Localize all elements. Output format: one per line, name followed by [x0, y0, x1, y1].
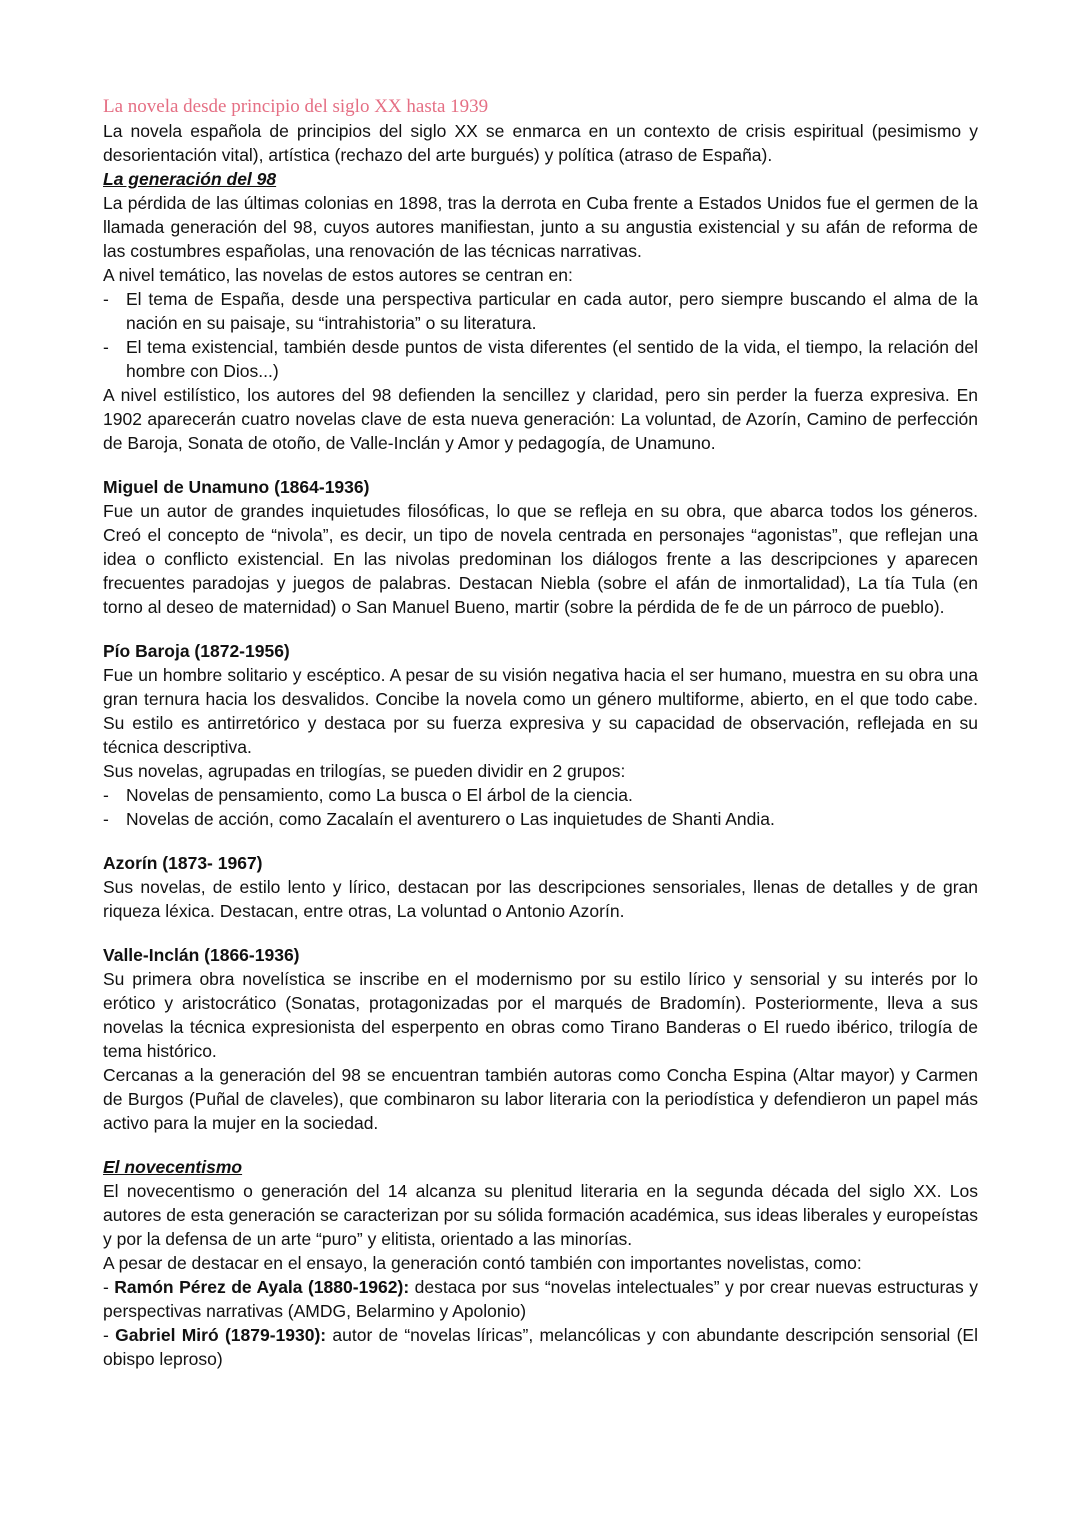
bullet-text: Novelas de pensamiento, como La busca o El árbol de la ciencia. — [126, 785, 633, 805]
bullet-marker: - — [103, 785, 109, 805]
author-description: destaca por sus “novelas intelectuales” y por crear nuevas estructuras y perspectivas narrativas (AMDG, Belarmino y Apolonio) — [103, 1277, 978, 1321]
paragraph-autoras-gen98: Cercanas a la generación del 98 se encuentran también autoras como Concha Espina (Altar mayor) y Carmen de Burgos (Puñal de claveles), que combinaron su labor literaria con la periodística y defendieron un papel más activo para la mujer en la sociedad. — [103, 1065, 978, 1133]
heading-azorin: Azorín (1873- 1967) — [103, 853, 263, 873]
heading-generacion-98: La generación del 98 — [103, 169, 277, 189]
intro-paragraph: La novela española de principios del siglo XX se enmarca en un contexto de crisis espiritual (pesimismo y desorientación vital), artística (rechazo del arte burgués) y política (atraso de España). — [103, 121, 978, 165]
bullet-item-novelas-accion — [103, 807, 978, 831]
paragraph-valle-inclan: Su primera obra novelística se inscribe en el modernismo por su estilo lírico y sensorial y su interés por lo erótico y aristocrático (Sonatas, protagonizadas por el marqués de Bradomín). Posteriormente, lleva a sus novelas la técnica expresionista del esperpento en obras como Tirano Banderas o El ruedo ibérico, trilogía de tema histórico. — [103, 969, 978, 1061]
bullet-marker: - — [103, 337, 109, 357]
bullet-text: El tema existencial, también desde puntos de vista diferentes (el sentido de la vida, el tiempo, la relación del hombre con Dios...) — [126, 337, 978, 381]
bullet-text: El tema de España, desde una perspectiva particular en cada autor, pero siempre buscando el alma de la nación en su paisaje, su “intrahistoria” o su literatura. — [126, 289, 978, 333]
heading-valle-inclan: Valle-Inclán (1866-1936) — [103, 945, 300, 965]
paragraph-azorin: Sus novelas, de estilo lento y lírico, destacan por las descripciones sensoriales, llenas de detalles y de gran riqueza léxica. Destacan, entre otras, La voluntad o Antonio Azorín. — [103, 877, 978, 921]
author-name: Ramón Pérez de Ayala (1880-1962): — [114, 1277, 410, 1297]
author-dash: - — [103, 1325, 116, 1345]
heading-novecentismo: El novecentismo — [103, 1157, 243, 1177]
paragraph-novecentismo: El novecentismo o generación del 14 alcanza su plenitud literaria en la segunda década del siglo XX. Los autores de esta generación se caracterizan por su sólida formación académica, sus ideas liberales y europeístas y por la defensa de un arte “puro” y elitista, orientado a las minorías. — [103, 1181, 978, 1249]
paragraph-unamuno: Fue un autor de grandes inquietudes filosóficas, lo que se refleja en su obra, que abarca todos los géneros. Creó el concepto de “nivola”, es decir, un tipo de novela centrada en personajes “agonistas”, que reflejan una idea o conflicto existencial. En las nivolas predominan los diálogos frente a las descripciones y aparecen frecuentes paradojas y juegos de palabras. Destacan Niebla (sobre el afán de inmortalidad), La tía Tula (en torno al deseo de maternidad) o San Manuel Bueno, martir (sobre la pérdida de fe de un párroco de pueblo). — [103, 501, 978, 617]
paragraph-perez-de-ayala — [103, 1275, 978, 1323]
paragraph-gabriel-miro — [103, 1323, 978, 1371]
paragraph-gen98-origin: La pérdida de las últimas colonias en 1898, tras la derrota en Cuba frente a Estados Unidos fue el germen de la llamada generación del 98, cuyos autores manifiestan, junto a su angustia existencial y su afán de reforma de las costumbres españolas, una renovación de las técnicas narrativas. — [103, 193, 978, 261]
author-name: Gabriel Miró (1879-1930): — [115, 1325, 327, 1345]
document-title: La novela desde principio del siglo XX hasta 1939 — [103, 96, 489, 117]
bullet-marker: - — [103, 809, 109, 829]
paragraph-novelistas-intro: A pesar de destacar en el ensayo, la generación contó también con importantes novelistas, como: — [103, 1253, 862, 1273]
paragraph-gen98-themes-intro: A nivel temático, las novelas de estos autores se centran en: — [103, 265, 573, 285]
paragraph-baroja: Fue un hombre solitario y escéptico. A pesar de su visión negativa hacia el ser humano, muestra en su obra una gran ternura hacia los desvalidos. Concibe la novela como un género multiforme, abierto, en el que todo cabe. Su estilo es antirretórico y destaca por su fuerza expresiva y su capacidad de observación, reflejada en su técnica descriptiva. — [103, 665, 978, 757]
bullet-item-tema-existencial — [103, 335, 978, 383]
bullet-item-tema-espana — [103, 287, 978, 335]
heading-unamuno: Miguel de Unamuno (1864-1936) — [103, 477, 370, 497]
bullet-marker: - — [103, 289, 109, 309]
heading-baroja: Pío Baroja (1872-1956) — [103, 641, 290, 661]
bullet-text: Novelas de acción, como Zacalaín el aventurero o Las inquietudes de Shanti Andia. — [126, 809, 775, 829]
author-dash: - — [103, 1277, 115, 1297]
author-description: autor de “novelas líricas”, melancólicas y con abundante descripción sensorial (El obispo leproso) — [103, 1325, 978, 1369]
paragraph-baroja-groups-intro: Sus novelas, agrupadas en trilogías, se pueden dividir en 2 grupos: — [103, 761, 626, 781]
paragraph-gen98-style: A nivel estilístico, los autores del 98 defienden la sencillez y claridad, pero sin perder la fuerza expresiva. En 1902 aparecerán cuatro novelas clave de esta nueva generación: La voluntad, de Azorín, Camino de perfección de Baroja, Sonata de otoño, de Valle-Inclán y Amor y pedagogía, de Unamuno. — [103, 385, 978, 453]
bullet-item-novelas-pensamiento — [103, 783, 978, 807]
